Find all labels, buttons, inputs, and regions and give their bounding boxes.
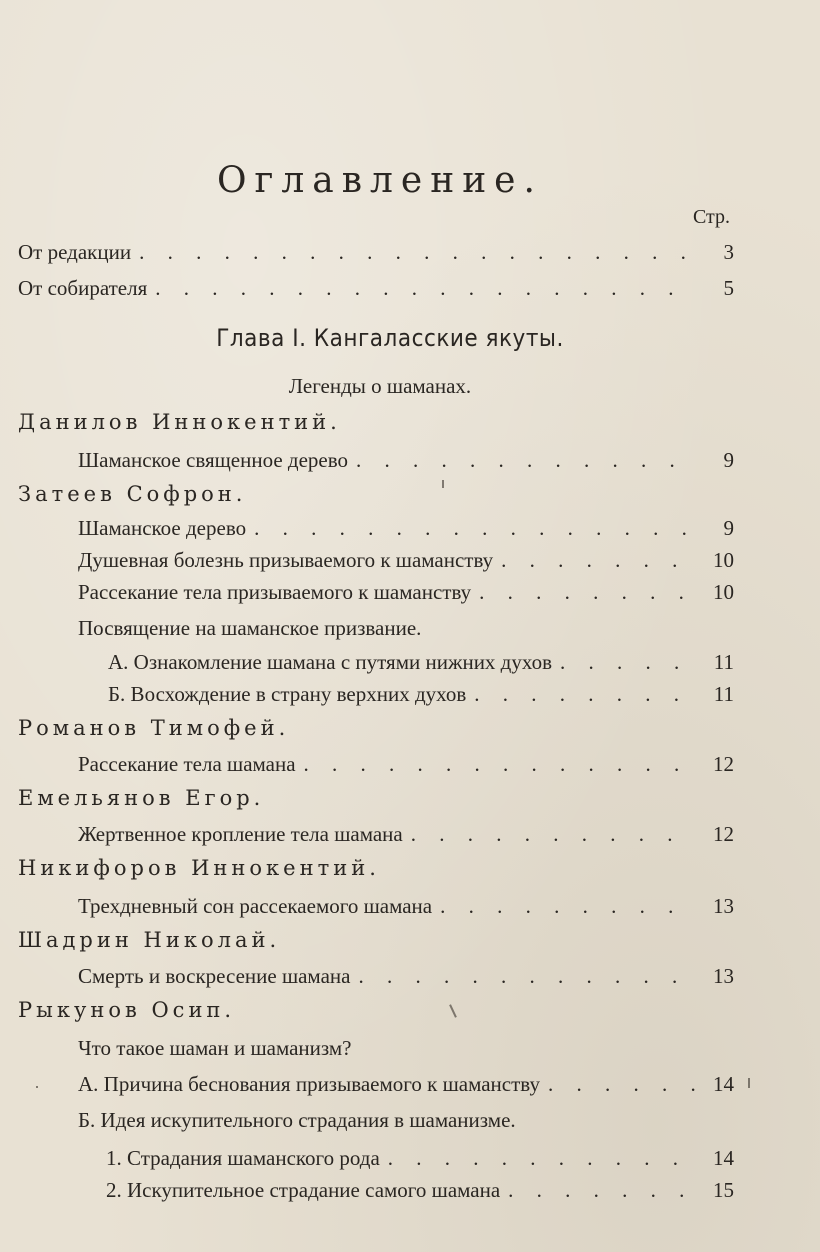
toc-entry-label: Душевная болезнь призываемого к шаманству — [78, 548, 494, 572]
toc-page-number: 13 — [713, 894, 734, 918]
toc-entry — [78, 894, 734, 919]
author-heading: Емельянов Егор. — [18, 786, 265, 810]
toc-entry-label: От редакции — [18, 240, 132, 264]
author-heading: Данилов Иннокентий. — [18, 410, 341, 434]
print-speck — [449, 1004, 457, 1018]
toc-section-heading: Посвящение на шаманское призвание. — [78, 616, 422, 640]
print-speck — [36, 1086, 38, 1088]
toc-page-number: 12 — [713, 822, 734, 846]
leader-dots — [501, 548, 696, 573]
toc-entry-label: Жертвенное кропление тела шамана — [78, 822, 403, 846]
chapter-subheading: Легенды о шаманах. — [288, 374, 472, 398]
toc-entry — [108, 682, 734, 707]
author-heading: Романов Тимофей. — [18, 716, 290, 740]
toc-entry — [78, 580, 734, 605]
leader-dots — [411, 822, 696, 847]
toc-page-number: 9 — [723, 516, 734, 540]
toc-entry — [78, 752, 734, 777]
toc-entry — [106, 1146, 734, 1171]
leader-dots — [508, 1178, 696, 1203]
leader-dots — [254, 516, 696, 541]
toc-entry-collector — [18, 276, 734, 301]
toc-entry — [78, 516, 734, 541]
toc-section-heading: Б. Идея искупительного страдания в шаманизме. — [78, 1108, 516, 1132]
toc-entry-label: А. Причина беснования призываемого к шаманству — [78, 1072, 540, 1096]
toc-entry-label: Трехдневный сон рассекаемого шамана — [78, 894, 433, 918]
leader-dots — [440, 894, 696, 919]
toc-entry-label: Б. Восхождение в страну верхних духов — [108, 682, 467, 706]
page-column-label: Стр. — [692, 206, 730, 228]
leader-dots — [304, 752, 696, 777]
toc-page-number: 14 — [713, 1146, 734, 1170]
toc-entry-label: 1. Страдания шаманского рода — [106, 1146, 380, 1170]
leader-dots — [356, 448, 696, 473]
toc-entry-label: А. Ознакомление шамана с путями нижних духов — [108, 650, 552, 674]
author-heading: Никифоров Иннокентий. — [18, 856, 380, 880]
toc-page-number: 15 — [713, 1178, 734, 1202]
author-heading: Рыкунов Осип. — [18, 998, 236, 1022]
author-heading: Шадрин Николай. — [18, 928, 281, 952]
toc-entry-label: Шаманское дерево — [78, 516, 247, 540]
toc-page-number: 9 — [723, 448, 734, 472]
print-speck — [748, 1078, 750, 1088]
leader-dots — [139, 240, 696, 265]
toc-entry-label: От собирателя — [18, 276, 148, 300]
toc-page-number: 10 — [713, 548, 734, 572]
toc-entry — [78, 548, 734, 573]
chapter-heading: Глава I. Кангаласские якуты. — [216, 324, 564, 352]
leader-dots — [474, 682, 696, 707]
toc-page-number: 13 — [713, 964, 734, 988]
toc-entry — [78, 448, 734, 473]
toc-entry-label: Шаманское священное дерево — [78, 448, 349, 472]
toc-entry — [78, 822, 734, 847]
leader-dots — [548, 1072, 696, 1097]
toc-entry — [78, 964, 734, 989]
toc-entry — [108, 650, 734, 675]
toc-entry-label: Рассекание тела шамана — [78, 752, 296, 776]
leader-dots — [560, 650, 696, 675]
page-title: Оглавление. — [217, 160, 543, 201]
toc-page-number: 12 — [713, 752, 734, 776]
toc-page-number: 5 — [723, 276, 734, 300]
toc-entry-label: Смерть и воскресение шамана — [78, 964, 351, 988]
toc-page-number: 3 — [723, 240, 734, 264]
toc-entry-editorial — [18, 240, 734, 265]
toc-page-number: 14 — [713, 1072, 734, 1096]
author-heading: Затеев Софрон. — [18, 482, 247, 506]
print-speck — [442, 480, 444, 488]
toc-page-number: 11 — [713, 650, 734, 674]
leader-dots — [358, 964, 696, 989]
toc-page-number: 10 — [713, 580, 734, 604]
toc-entry-label: Рассекание тела призываемого к шаманству — [78, 580, 472, 604]
toc-section-heading: Что такое шаман и шаманизм? — [78, 1036, 352, 1060]
leader-dots — [155, 276, 696, 301]
toc-entry-label: 2. Искупительное страдание самого шамана — [106, 1178, 501, 1202]
leader-dots — [388, 1146, 696, 1171]
toc-page-number: 11 — [713, 682, 734, 706]
leader-dots — [479, 580, 696, 605]
toc-entry — [106, 1178, 734, 1203]
toc-entry — [78, 1072, 734, 1097]
